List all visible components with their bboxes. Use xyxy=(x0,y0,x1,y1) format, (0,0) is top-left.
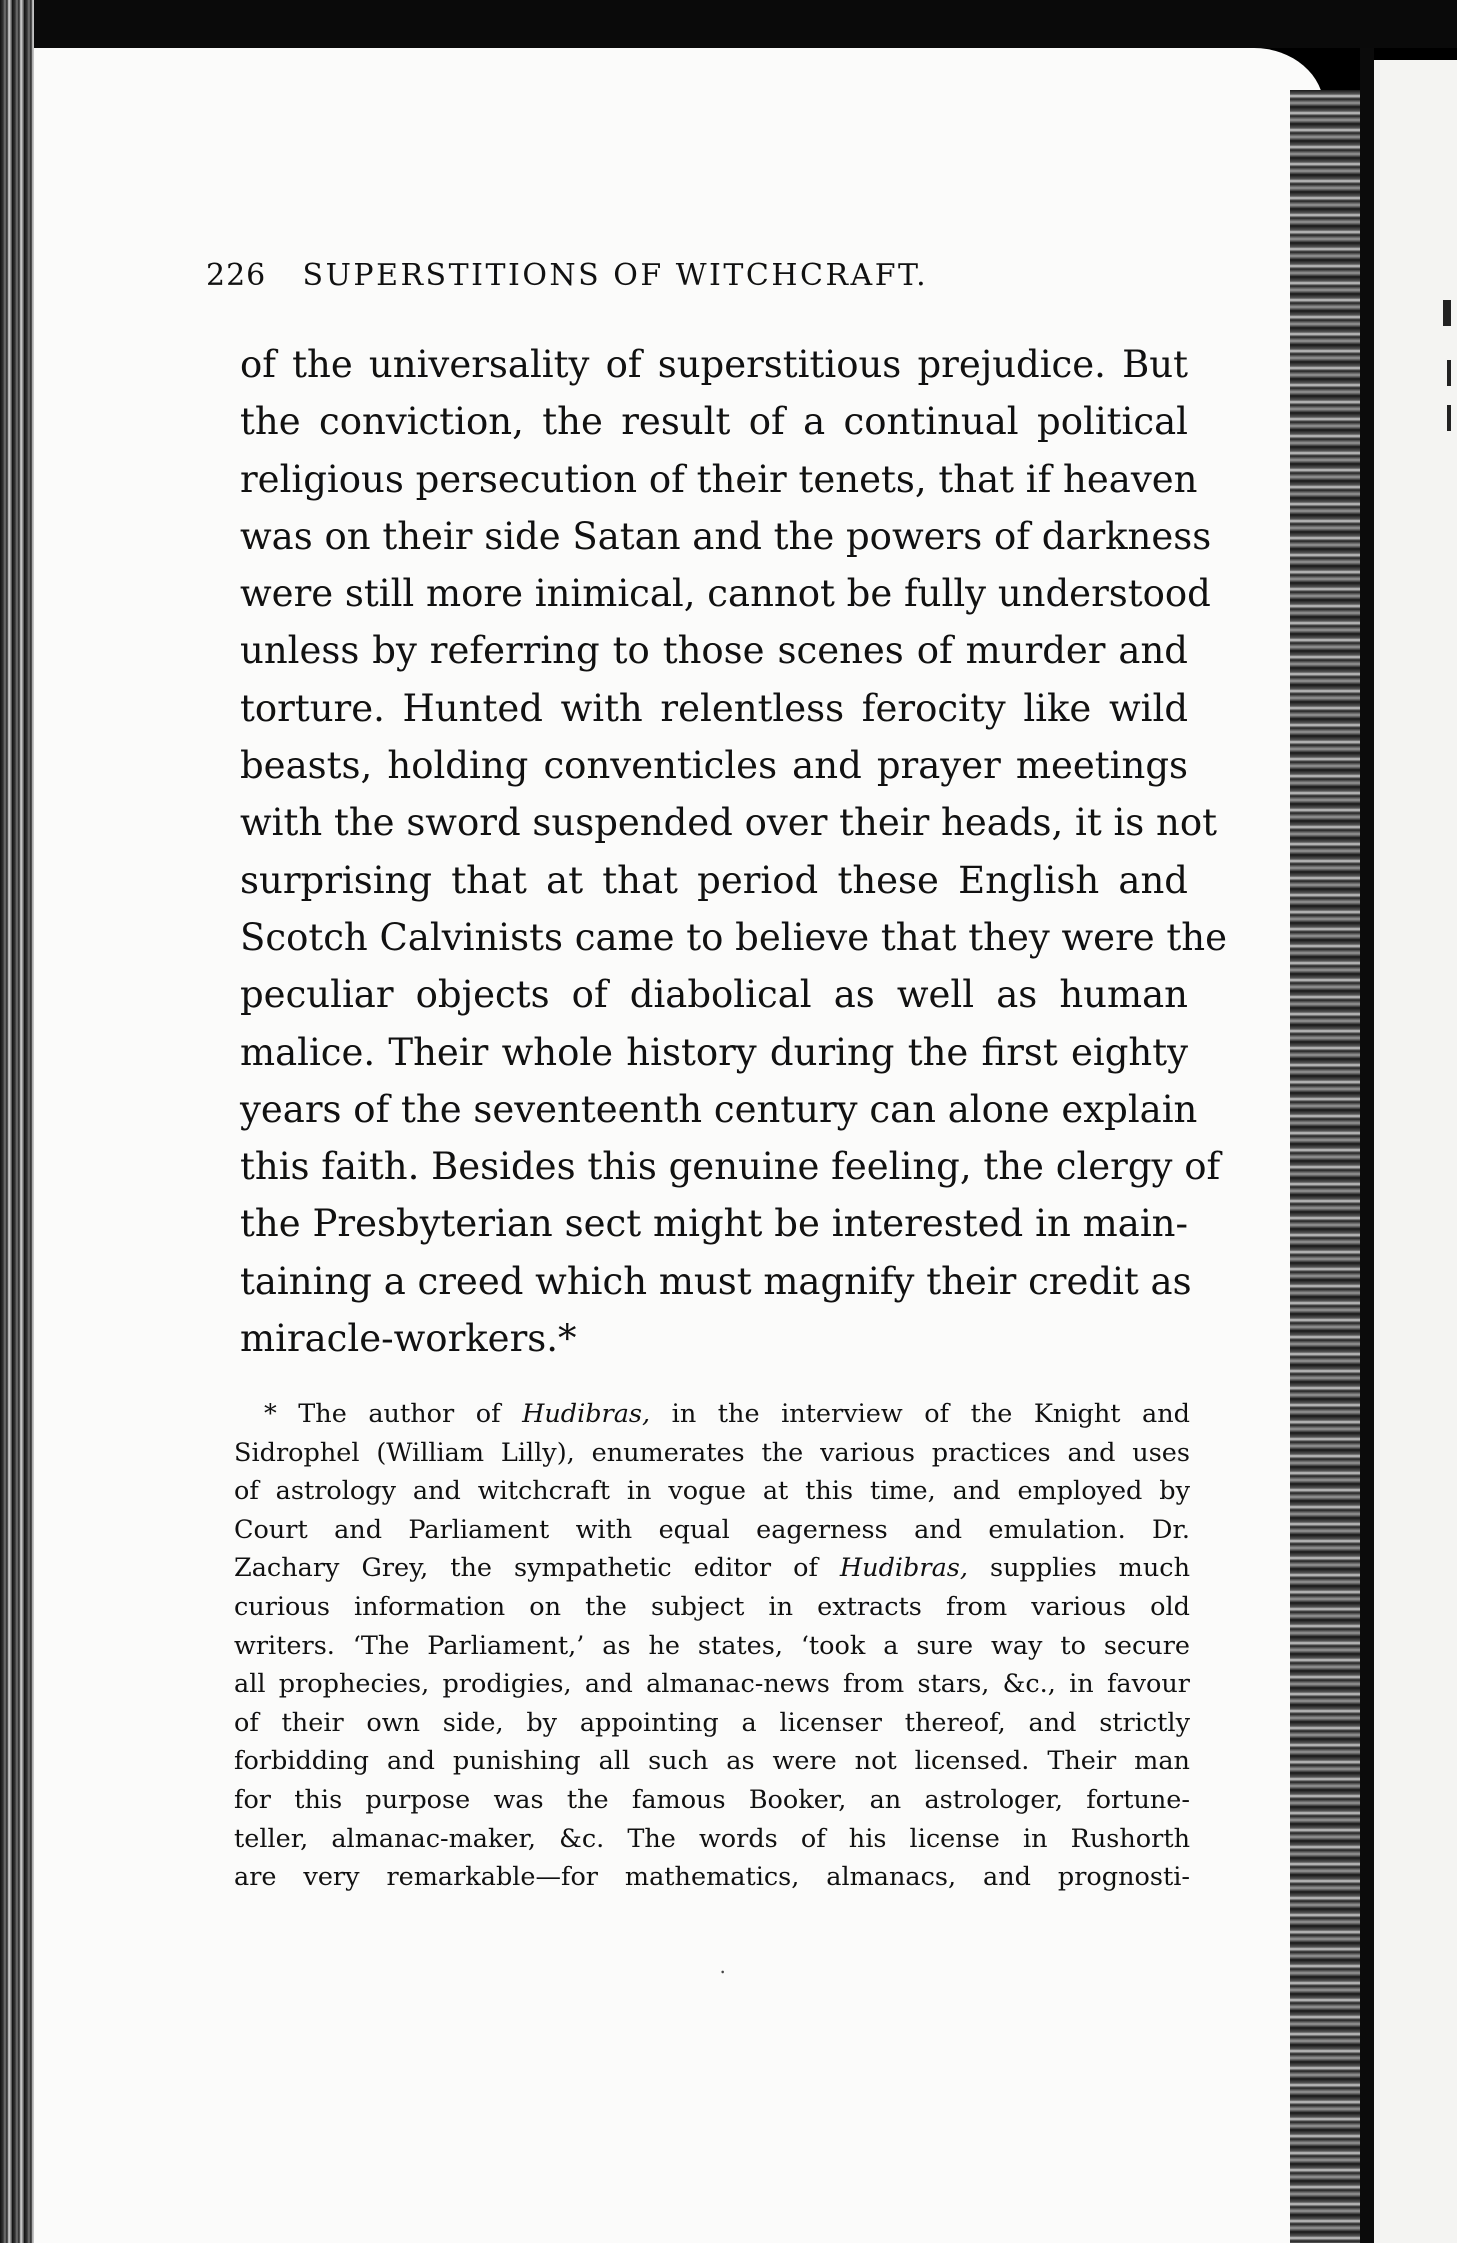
scan-binding-edge xyxy=(0,0,34,2243)
footnote-italic: Hudibras, xyxy=(522,1399,651,1429)
footnote-line: forbidding and punishing all such as were not licensed. Their man xyxy=(234,1746,1190,1777)
footnote-text: Zachary Grey, the sympathetic editor of xyxy=(234,1553,840,1584)
text-line: malice. Their whole history during the first eighty xyxy=(240,1030,1188,1074)
footnote-line: Court and Parliament with equal eagerness and emulation. Dr. xyxy=(234,1514,1190,1545)
text-line: surprising that at that period these English and xyxy=(240,858,1188,902)
text-line: were still more inimical, cannot be fully understood xyxy=(240,572,1211,616)
footnote-text: * The author of xyxy=(264,1399,523,1429)
facing-page xyxy=(1370,60,1457,2243)
footnote-line: writers. ‘The Parliament,’ as he states, ‘took a sure way to secure xyxy=(234,1630,1190,1661)
text-line: the conviction, the result of a continual political xyxy=(240,400,1188,444)
text-line: taining a creed which must magnify their credit as xyxy=(240,1259,1192,1303)
footnote-line: for this purpose was the famous Booker, an astrologer, fortune- xyxy=(234,1784,1190,1815)
footnote xyxy=(234,1395,1190,1897)
running-title: SUPERSTITIONS OF WITCHCRAFT. xyxy=(302,258,929,293)
main-text xyxy=(240,336,1228,1367)
footnote-line: all prophecies, prodigies, and almanac-news from stars, &c., in favour xyxy=(234,1669,1190,1700)
text-line: was on their side Satan and the powers of darkness xyxy=(240,514,1212,558)
facing-page-glyph xyxy=(1447,360,1451,386)
text-line: this faith. Besides this genuine feeling, the clergy of xyxy=(240,1145,1221,1189)
footnote-line: of their own side, by appointing a licenser thereof, and strictly xyxy=(234,1707,1190,1738)
footnote-line: are very remarkable—for mathematics, almanacs, and prognosti- xyxy=(234,1862,1190,1893)
scan-top-border xyxy=(0,0,1457,48)
page-number: 226 xyxy=(206,258,267,293)
footnote-line: of astrology and witchcraft in vogue at this time, and employed by xyxy=(234,1476,1190,1507)
footnote-text: supplies much xyxy=(967,1553,1190,1584)
footnote-line xyxy=(234,1395,1190,1434)
page-right-edge xyxy=(1290,90,1360,2243)
text-line: with the sword suspended over their heads, it is not xyxy=(240,801,1218,845)
footnote-line: Sidrophel (William Lilly), enumerates the various practices and uses xyxy=(234,1437,1190,1468)
footnote-line: curious information on the subject in extracts from various old xyxy=(234,1591,1190,1622)
text-line: beasts, holding conventicles and prayer meetings xyxy=(240,744,1188,788)
page-gutter-shadow xyxy=(1360,48,1374,2243)
text-line: Scotch Calvinists came to believe that they were the xyxy=(240,915,1228,959)
footnote-line xyxy=(234,1549,1190,1588)
facing-page-glyph xyxy=(1443,300,1451,326)
running-head xyxy=(206,258,1206,304)
text-line: torture. Hunted with relentless ferocity like wild xyxy=(240,686,1188,730)
print-speck: ⸳ xyxy=(720,1957,726,1981)
text-line: of the universality of superstitious prejudice. But xyxy=(240,343,1188,386)
text-line: the Presbyterian sect might be interested in main- xyxy=(240,1202,1188,1246)
footnote-line: teller, almanac-maker, &c. The words of his license in Rushorth xyxy=(234,1823,1190,1854)
facing-page-glyph xyxy=(1447,405,1451,431)
footnote-italic: Hudibras, xyxy=(839,1553,968,1584)
text-line: peculiar objects of diabolical as well as human xyxy=(240,973,1188,1017)
text-line: miracle-workers.* xyxy=(240,1317,577,1361)
text-line: unless by referring to those scenes of murder and xyxy=(240,629,1188,673)
footnote-text: in the interview of the Knight and xyxy=(650,1399,1190,1429)
text-line: religious persecution of their tenets, that if heaven xyxy=(240,457,1198,501)
text-line: years of the seventeenth century can alone explain xyxy=(240,1087,1198,1131)
